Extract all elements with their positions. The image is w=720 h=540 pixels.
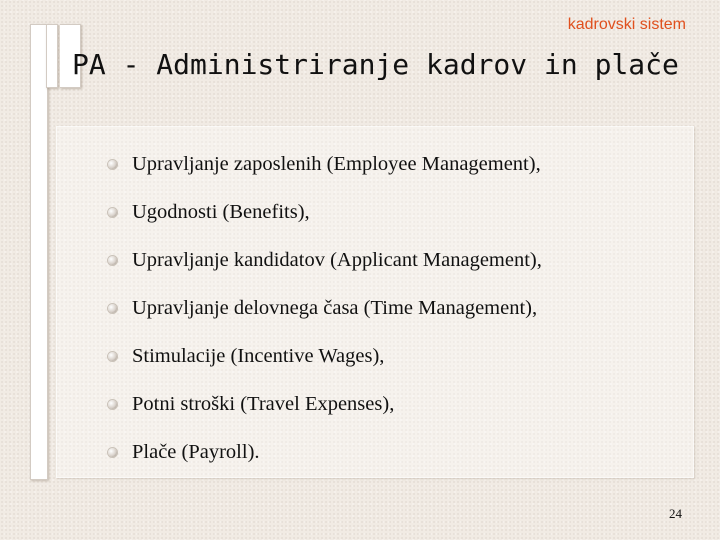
bullet-item (108, 428, 542, 476)
bullet-list (108, 140, 542, 476)
bullet-icon (108, 208, 117, 217)
bullet-item (108, 236, 542, 284)
bullet-text: Upravljanje zaposlenih (Employee Management), (132, 152, 541, 175)
bullet-item (108, 332, 542, 380)
bullet-icon (108, 304, 117, 313)
slide-title: PA - Administriranje kadrov in plače (72, 48, 679, 81)
header-tag: kadrovski sistem (567, 16, 686, 33)
bullet-icon (108, 160, 117, 169)
bullet-icon (108, 352, 117, 361)
decorative-bar-vertical (30, 24, 48, 480)
bullet-item (108, 188, 542, 236)
bullet-text: Upravljanje delovnega časa (Time Management), (132, 296, 538, 319)
bullet-text: Stimulacije (Incentive Wages), (132, 344, 385, 367)
page-number: 24 (669, 506, 682, 521)
bullet-icon (108, 256, 117, 265)
bullet-text: Plače (Payroll). (132, 440, 260, 463)
bullet-icon (108, 448, 117, 457)
bullet-text: Ugodnosti (Benefits), (132, 200, 310, 223)
bullet-icon (108, 400, 117, 409)
decorative-bar-inner (46, 24, 58, 88)
bullet-item (108, 380, 542, 428)
bullet-text: Potni stroški (Travel Expenses), (132, 392, 395, 415)
bullet-item (108, 284, 542, 332)
bullet-item (108, 140, 542, 188)
bullet-text: Upravljanje kandidatov (Applicant Management), (132, 248, 542, 271)
